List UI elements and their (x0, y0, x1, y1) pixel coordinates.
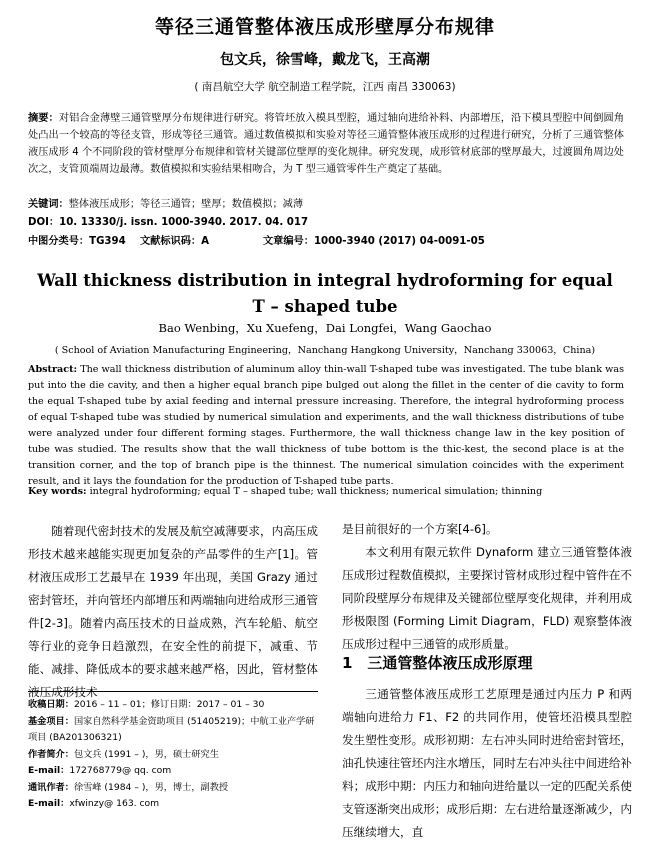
footnotes (28, 697, 323, 813)
affiliation-cn: ( 南昌航空大学 航空制造工程学院，江西 南昌 330063) (194, 81, 456, 93)
fn-received-value: 2016 – 11 – 01；修订日期：2017 – 01 – 30 (73, 699, 265, 710)
section-heading: 1 三通管整体液压成形原理 (342, 654, 533, 672)
body-right-p1: 是目前很好的一个方案[4-6]。 (342, 522, 498, 536)
article-no-value: 1000-3940 (2017) 04-0091-05 (313, 236, 485, 247)
footnote-divider (28, 691, 318, 692)
clc-label: 中图分类号： (28, 236, 90, 247)
title-en (0, 268, 650, 320)
abstract-cn-text: 对铝合金薄壁三通管壁厚分布规律进行研究。将管坯放入模具型腔，通过轴向进给补料、内部增压，沿下模具型腔中间倒圆角处凸出一个较高的等径支管，形成等径三通管。通过数值模拟和实验对等径三通管整体液压成形的过程进行研究，分析了三通管整体液压成形 4 个不同阶段的管材壁厚分布规律和管材关键部位壁厚的变化规律。研究发现，成形管材底部的壁厚最大，过渡圆角周边处次之，支管顶端周边最薄。数值模拟和实验结果相吻合，为 T 型三通管零件生产奠定了基础。 (28, 113, 625, 175)
fn-email1 (28, 763, 323, 780)
title-en-line2: T – shaped tube (252, 297, 398, 316)
doc-code-label: 文献标识码： (140, 236, 202, 247)
keywords-cn (28, 195, 628, 210)
abstract-cn (28, 110, 624, 178)
title-cn: 等径三通管整体液压成形壁厚分布规律 (154, 16, 495, 38)
fn-email1-value: 172768779@ qq. com (69, 765, 172, 776)
keywords-en-label: Key words: (28, 486, 87, 497)
keywords-en (28, 486, 628, 497)
keywords-cn-label: 关键词： (28, 199, 69, 210)
doc-code-value: A (201, 236, 210, 247)
fn-corr-label: 通讯作者： (28, 781, 74, 793)
body-right-p2: 本文利用有限元软件 Dynaform 建立三通管整体液压成形过程数值模拟，主要探讨管材成形过程中管件在不同阶段壁厚分布规律及关键部位壁厚变化规律，并利用成形极限图 (Forming Limit Diagram，FLD) 观察整体液压成形过程中三通管的成形质量。 (342, 545, 632, 651)
fn-email2 (28, 796, 323, 813)
abstract-en (28, 362, 624, 490)
fn-author-label: 作者简介： (28, 748, 74, 760)
body-right-p3: 三通管整体液压成形工艺原理是通过内压力 P 和两端轴向进给力 F1、F2 的共同作用，使管坯沿模具型腔发生塑性变形。成形初期：左右冲头同时进给密封管坯，油孔快速往管坯内注水增压，同时左右冲头往中间进给补料；成形中期：内压力和轴向进给量以一定的匹配关系使支管逐渐突出成形；成形后期：左右进给量逐渐减少，内压继续增大，直 (342, 687, 632, 839)
article-no-label: 文章编号： (263, 236, 314, 247)
doi-value: 10. 13330/j. issn. 1000-3940. 2017. 04. 017 (59, 217, 309, 228)
fn-received-label: 收稿日期： (28, 699, 74, 710)
abstract-en-label: Abstract: (28, 364, 78, 375)
authors-en: Bao Wenbing，Xu Xuefeng，Dai Longfei，Wang Gaochao (158, 321, 492, 335)
fn-author (28, 747, 323, 764)
fn-corresponding (28, 780, 323, 797)
abstract-cn-label: 摘要： (28, 113, 59, 124)
body-right-top (342, 518, 632, 656)
keywords-en-text: integral hydroforming; equal T – shaped tube; wall thickness; numerical simulation; thinning (89, 486, 543, 497)
authors-cn: 包文兵，徐雪峰，戴龙飞，王高潮 (220, 52, 430, 68)
clc-value: TG394 (89, 236, 126, 247)
abstract-en-text: The wall thickness distribution of aluminum alloy thin-wall T-shaped tube was investigated. The tube blank was put into the die cavity, and then a higher equal branch pipe bulged out along the fillet in the center of die cavity to form the equal T-shaped tube by axial feeding and internal pressure increasing. Therefore, the integral hydroforming process of equal T-shaped tube was studied by numerical simulation and experiments, and the wall thickness distributions of tube were analyzed under four different forming stages. Furthermore, the wall thickness change law in the key position of tube was studied. The results show that the wall thickness of tube bottom is the thic-kest, the second place is at the transition corner, and the top of branch pipe is the thinnest. The numerical simulation coincides with the experiment result, and it lays the foundation for the production of T-shaped tube parts. (28, 364, 624, 487)
doi-label: DOI： (28, 217, 60, 228)
fn-email2-label: E-mail： (28, 798, 70, 809)
fn-fund-value: 国家自然科学基金资助项目 (51405219)；中航工业产学研项目 (BA201306321) (28, 715, 315, 743)
fn-email1-label: E-mail： (28, 765, 70, 776)
doi (28, 213, 628, 228)
affiliation-en: ( School of Aviation Manufacturing Engineering，Nanchang Hangkong University，Nanchang 330063，China) (54, 345, 596, 356)
fn-received (28, 697, 323, 714)
body-left-paragraph: 随着现代密封技术的发展及航空减薄要求，内高压成形技术越来越能实现更加复杂的产品零件的生产[1]。管材液压成形工艺最早在 1939 年出现，美国 Grazy 通过密封管坯，并向管坯内部增压和两端轴向进给成形三通管件[2-3]。随着内高压技术的日益成熟，汽车轮船、航空等行业的竞争日趋激烈，在安全性的前提下，减重、节能、减排、降低成本的要求越来越严格，因此，管材整体液压成形技术 (28, 524, 318, 699)
keywords-cn-text: 整体液压成形；等径三通管；壁厚；数值模拟；减薄 (68, 199, 304, 210)
title-en-line1: Wall thickness distribution in integral hydroforming for equal (37, 271, 613, 290)
fn-fund-label: 基金项目： (28, 715, 74, 727)
fn-fund (28, 714, 323, 747)
fn-corr-value: 徐雪峰 (1984 – )，男，博士，副教授 (73, 781, 229, 793)
fn-author-value: 包文兵 (1991 – )，男，硕士研究生 (73, 748, 219, 760)
fn-email2-value: xfwinzy@ 163. com (69, 798, 160, 809)
